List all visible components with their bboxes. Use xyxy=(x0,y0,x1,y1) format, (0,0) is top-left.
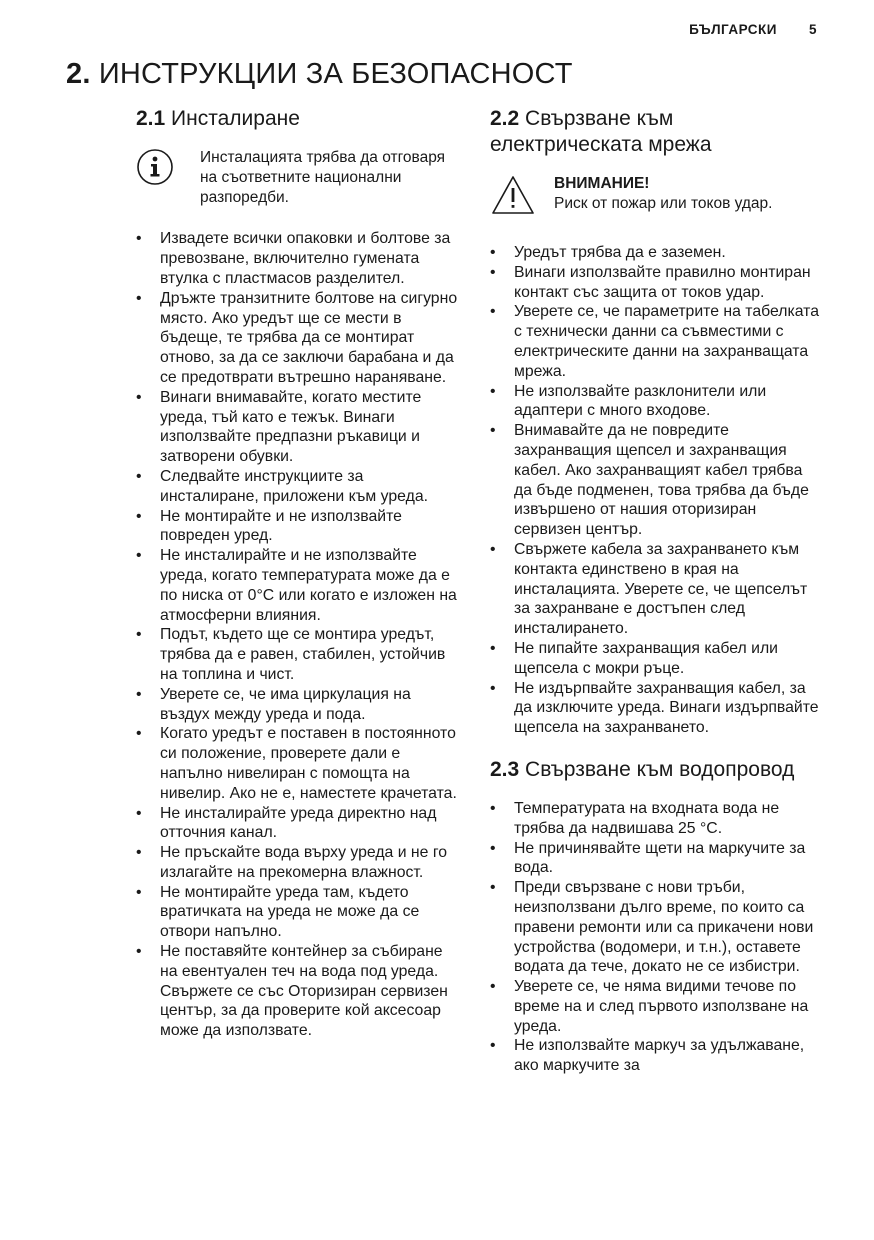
list-item: • Не използвайте разклонители или адаптери с много входове. xyxy=(490,382,820,422)
info-icon xyxy=(136,148,200,191)
info-notice xyxy=(136,148,462,207)
list-item: • Температурата на входната вода не трябва да надвишава 25 °C. xyxy=(490,799,820,839)
section-heading-2-2 xyxy=(490,106,820,158)
section-water xyxy=(490,757,820,1076)
list-item: • Не поставяйте контейнер за събиране на евентуален теч на вода под уреда. Свържете се със Оторизиран сервизен център, за да проверите кой аксесоар може да използвате. xyxy=(136,942,462,1041)
list-item: • Не пръскайте вода върху уреда и не го излагайте на прекомерна влажност. xyxy=(136,843,462,883)
list-item: • Уверете се, че параметрите на табелката с технически данни са съвместими с електрическите данни на захранващата мрежа. xyxy=(490,302,820,381)
warning-title: ВНИМАНИЕ! xyxy=(554,175,650,192)
list-item: • Не инсталирайте и не използвайте уреда, когато температурата може да е по ниска от 0°C или когато е изложен на атмосферни влияния. xyxy=(136,546,462,625)
list-item: • Внимавайте да не повредите захранващия щепсел и захранващия кабел. Ако захранващият кабел трябва да бъде подменен, това трябва да бъде извършено от нашия оторизиран сервизен център. xyxy=(490,421,820,540)
list-item: • Уверете се, че има циркулация на въздух между уреда и пода. xyxy=(136,685,462,725)
warning-notice xyxy=(490,174,820,221)
list-item: • Следвайте инструкциите за инсталиране, приложени към уреда. xyxy=(136,467,462,507)
list-item: • Извадете всички опаковки и болтове за превозване, включително гумената втулка с пластмасов разделител. xyxy=(136,229,462,288)
page-number: 5 xyxy=(808,22,817,37)
installation-list xyxy=(136,229,462,1041)
list-item: • Винаги внимавайте, когато местите уреда, тъй като е тежък. Винаги използвайте предпазни ръкавици и затворени обувки. xyxy=(136,388,462,467)
list-item: • Дръжте транзитните болтове на сигурно място. Ако уредът ще се мести в бъдеще, те трябва да се монтират отново, за да се заключи барабана и да се предотврати вътрешно нараняване. xyxy=(136,289,462,388)
list-item: • Подът, където ще се монтира уредът, трябва да е равен, стабилен, устойчив на топлина и чист. xyxy=(136,625,462,684)
list-item: • Свържете кабела за захранването към контакта единствено в края на инсталацията. Уверете се, че щепселът за захранване е достъпен след инсталирането. xyxy=(490,540,820,639)
chapter-title-text: ИНСТРУКЦИИ ЗА БЕЗОПАСНОСТ xyxy=(98,58,573,90)
section-heading-2-3 xyxy=(490,757,820,783)
chapter-title xyxy=(66,58,573,91)
list-item: • Винаги използвайте правилно монтиран контакт със защита от токов удар. xyxy=(490,263,820,303)
list-item: • Уредът трябва да е заземен. xyxy=(490,243,820,263)
section-title: Инсталиране xyxy=(171,107,300,130)
chapter-number: 2. xyxy=(66,58,91,90)
list-item: • Не монтирайте уреда там, където вратичката на уреда не може да се отвори напълно. xyxy=(136,883,462,942)
list-item: • Не инсталирайте уреда директно над отточния канал. xyxy=(136,804,462,844)
section-number: 2.1 xyxy=(136,107,166,130)
list-item: • Преди свързване с нови тръби, неизползвани дълго време, по които са правени ремонти или са прикачени нови устройства (водомери, и т.н.), оставете водата да тече, докато не се избистри. xyxy=(490,878,820,977)
section-number: 2.2 xyxy=(490,107,520,130)
section-number: 2.3 xyxy=(490,757,520,781)
warning-text-block xyxy=(554,174,772,214)
list-item: • Не пипайте захранващия кабел или щепсела с мокри ръце. xyxy=(490,639,820,679)
section-electrical xyxy=(490,106,820,738)
notice-text: Инсталацията трябва да отговаря на съответните национални разпоредби. xyxy=(200,149,446,206)
warning-text: Риск от пожар или токов удар. xyxy=(554,194,773,212)
list-item: • Не причинявайте щети на маркучите за вода. xyxy=(490,839,820,879)
running-header xyxy=(689,22,817,37)
section-installation xyxy=(136,106,462,1041)
section-title: Свързване към водопровод xyxy=(525,757,795,781)
list-item: • Не използвайте маркуч за удължаване, ако маркучите за xyxy=(490,1036,820,1076)
section-title: Свързване към електрическата мрежа xyxy=(490,107,712,156)
section-heading-2-1 xyxy=(136,106,462,132)
list-item: • Когато уредът е поставен в постоянното си положение, проверете дали е напълно нивелиран с помощта на нивелир. Ако не е, наместете крачетата. xyxy=(136,724,462,803)
water-list xyxy=(490,799,820,1076)
list-item: • Не издърпвайте захранващия кабел, за да изключите уреда. Винаги издърпвайте щепсела на захранването. xyxy=(490,679,820,738)
header-language: БЪЛГАРСКИ xyxy=(689,22,777,37)
warning-triangle-icon xyxy=(490,174,554,221)
right-column xyxy=(490,106,820,1076)
list-item: • Не монтирайте и не използвайте повреден уред. xyxy=(136,507,462,547)
list-item: • Уверете се, че няма видими течове по време на и след първото използване на уреда. xyxy=(490,977,820,1036)
electrical-list xyxy=(490,243,820,738)
